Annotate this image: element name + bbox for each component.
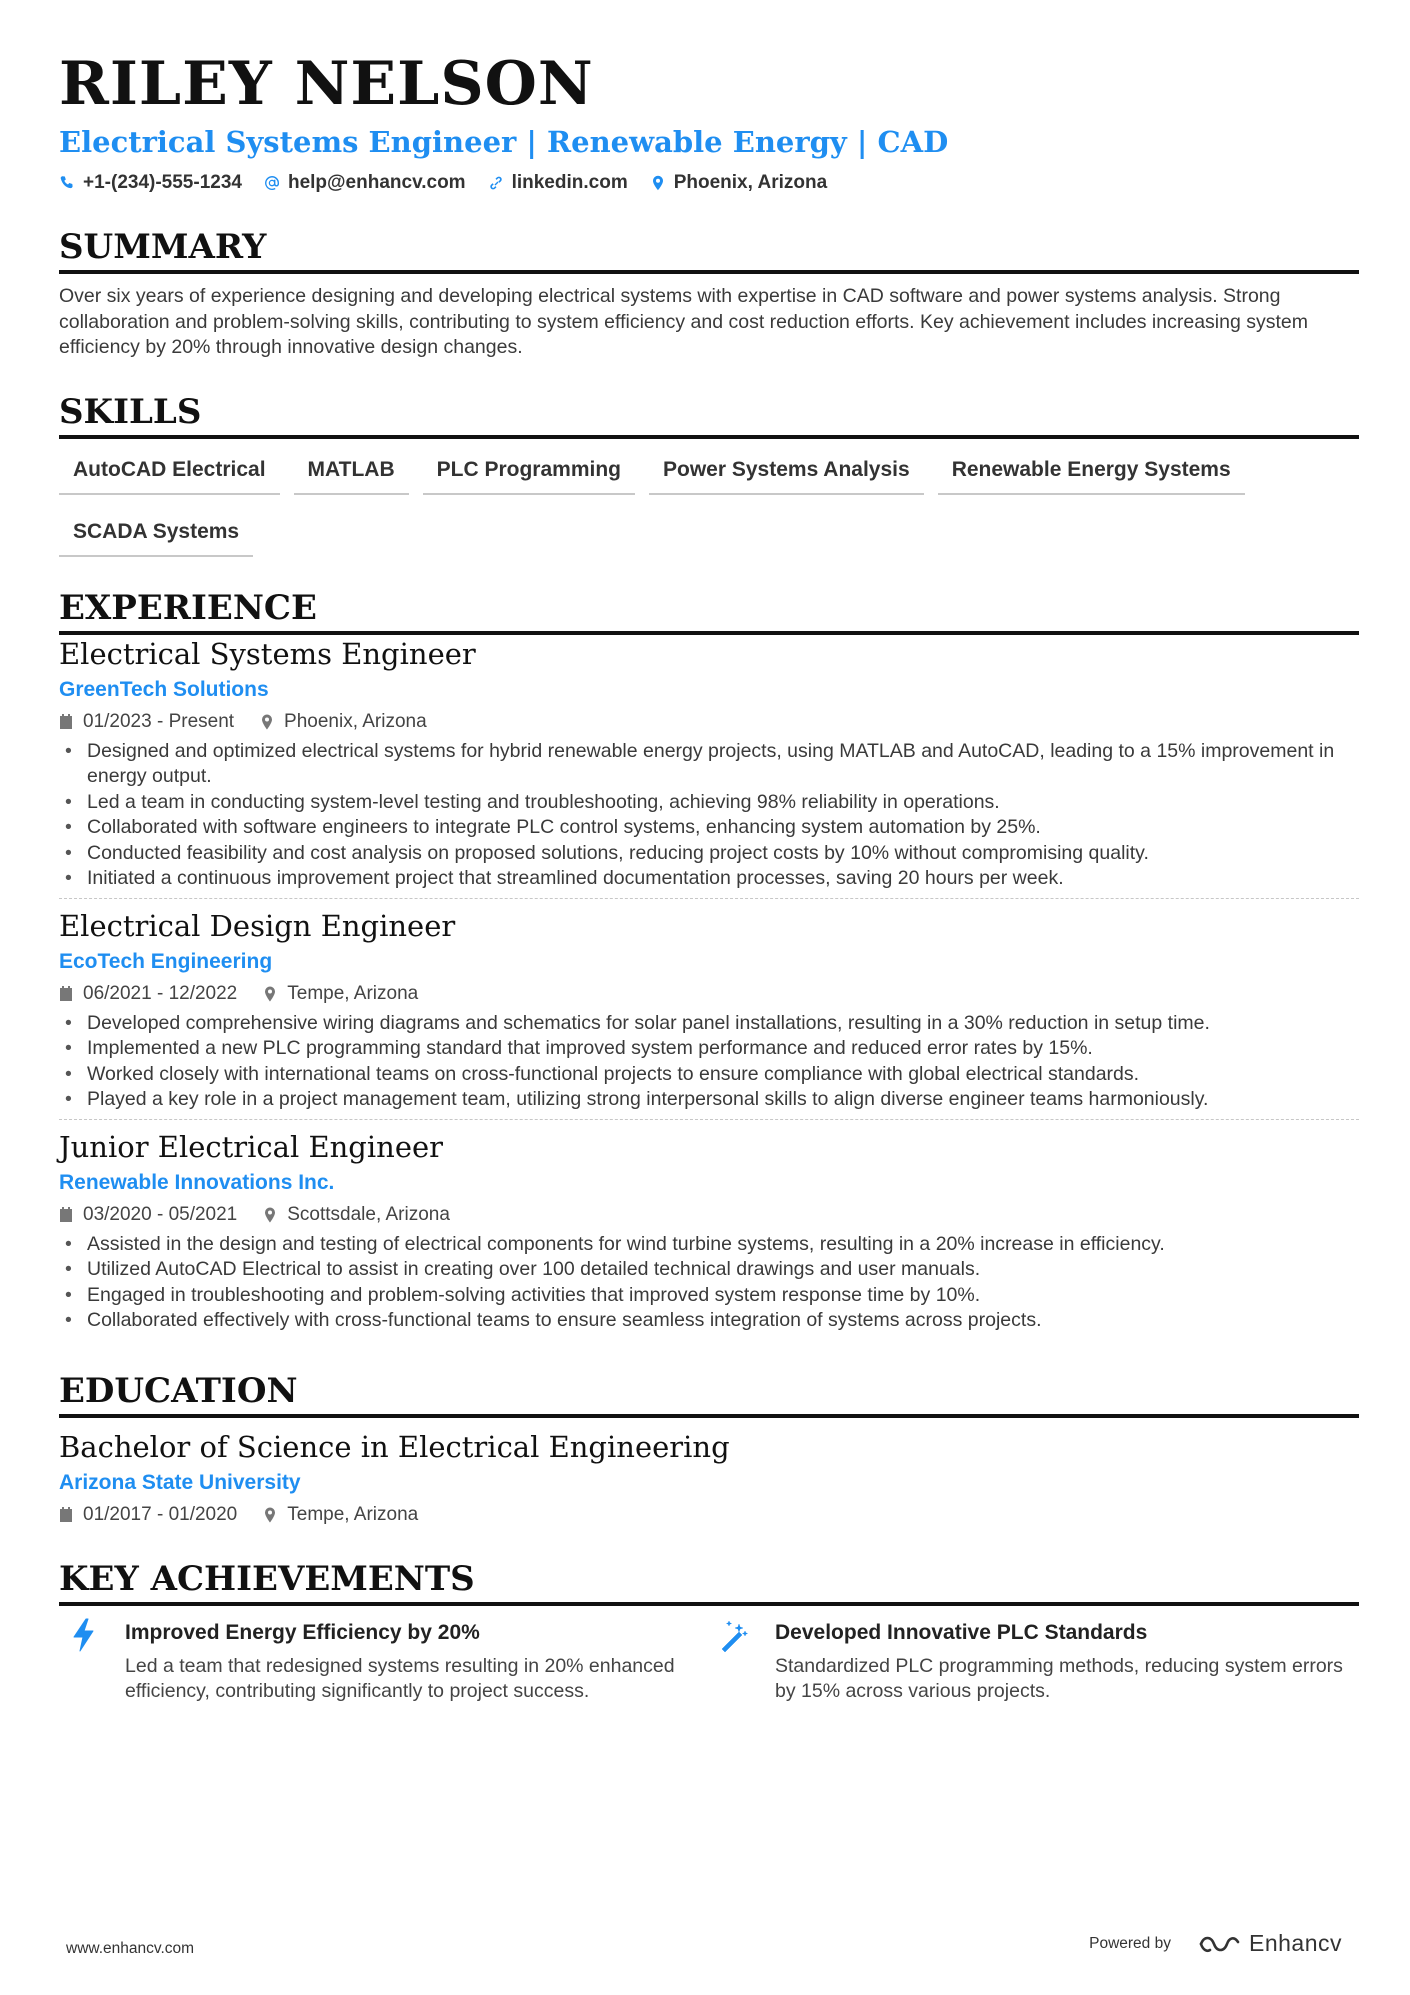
contact-phone-text: +1-(234)-555-1234 [83,172,242,193]
skill-tag: MATLAB [294,451,409,495]
achievement-description: Standardized PLC programming methods, reducing system errors by 15% across various projects. [775,1654,1343,1702]
map-pin-icon [650,175,666,191]
job-bullets [59,1232,1359,1334]
lightning-bolt-icon [69,1618,99,1652]
job-title: Electrical Systems Engineer [59,636,476,671]
job-dates: 06/2021 - 12/2022 [83,982,238,1004]
map-pin-icon [260,714,274,730]
bullet-item: • Led a team in conducting system-level testing and troubleshooting, achieving 98% reliability in operations. [59,790,1359,816]
job-entry [59,1119,1359,1340]
link-icon [488,175,504,191]
summary-text: Over six years of experience designing and developing electrical systems with expertise in CAD software and power systems analysis. Strong collaboration and problem-solving skills, contributing to system efficiency and cost reduction efforts. Key achievement includes increasing system efficiency by 20% through innovative design changes. [59,285,1308,358]
skill-tag: Renewable Energy Systems [938,451,1245,495]
map-pin-icon [263,1507,277,1523]
job-entry [59,898,1359,1119]
contact-location-text: Phoenix, Arizona [673,172,828,193]
skill-tag: SCADA Systems [59,513,253,557]
magic-wand-icon [719,1618,749,1652]
contact-location [650,170,827,196]
bullet-item: • Worked closely with international teams on cross-functional projects to ensure compliance with global electrical standards. [59,1062,1359,1088]
contact-email[interactable] [264,170,466,196]
achievements-list [59,1618,1359,1705]
contact-linkedin[interactable] [488,170,628,196]
job-location: Tempe, Arizona [287,982,419,1004]
summary-heading: SUMMARY [59,226,1359,274]
achievement-title: Improved Energy Efficiency by 20% [125,1620,480,1644]
at-sign-icon [264,175,280,191]
bullet-item: • Developed comprehensive wiring diagrams and schematics for solar panel installations, resulting in a 30% reduction in setup time. [59,1011,1359,1037]
bullet-item: • Played a key role in a project management team, utilizing strong interpersonal skills to align diverse engineer teams harmoniously. [59,1087,1359,1113]
bullet-item: • Collaborated effectively with cross-functional teams to ensure seamless integration of systems across projects. [59,1308,1359,1334]
calendar-icon [59,1507,73,1523]
job-meta [59,1202,1359,1228]
bullet-item: • Utilized AutoCAD Electrical to assist in creating over 100 detailed technical drawings and user manuals. [59,1257,1359,1283]
bullet-item: • Initiated a continuous improvement project that streamlined documentation processes, saving 20 hours per week. [59,866,1359,892]
job-dates: 03/2020 - 05/2021 [83,1203,238,1225]
school-name: Arizona State University [59,1470,301,1494]
company-name: GreenTech Solutions [59,677,269,701]
education-meta [59,1502,1359,1528]
bullet-item: • Engaged in troubleshooting and problem-solving activities that improved system response time by 10%. [59,1283,1359,1309]
job-location: Phoenix, Arizona [284,710,427,732]
achievement-item [709,1618,1359,1705]
contact-linkedin-text: linkedin.com [511,172,628,193]
bullet-item: • Designed and optimized electrical systems for hybrid renewable energy projects, using MATLAB and AutoCAD, leading to a 15% improvement in energy output. [59,739,1359,790]
achievement-title: Developed Innovative PLC Standards [775,1620,1148,1644]
experience-heading: EXPERIENCE [59,587,1359,635]
enhancv-logo[interactable] [1197,1930,1342,1957]
calendar-icon [59,986,73,1002]
achievements-heading: KEY ACHIEVEMENTS [59,1558,1359,1606]
job-bullets [59,1011,1359,1113]
bullet-item: • Implemented a new PLC programming standard that improved system performance and reduced error rates by 15%. [59,1036,1359,1062]
enhancv-logo-icon [1197,1931,1241,1957]
footer-website[interactable]: www.enhancv.com [66,1940,195,1957]
job-meta [59,709,1359,735]
job-meta [59,981,1359,1007]
candidate-name: RILEY NELSON [59,49,594,119]
resume-page [59,48,1359,1705]
job-title: Electrical Design Engineer [59,908,456,943]
map-pin-icon [263,986,277,1002]
phone-icon [59,175,75,191]
contact-phone[interactable] [59,170,242,196]
job-entry [59,635,1359,898]
bullet-item: • Collaborated with software engineers to integrate PLC control systems, enhancing system automation by 25%. [59,815,1359,841]
company-name: EcoTech Engineering [59,949,273,973]
job-location: Scottsdale, Arizona [287,1203,450,1225]
job-dates: 01/2023 - Present [83,710,235,732]
contact-email-text: help@enhancv.com [287,172,466,193]
map-pin-icon [263,1207,277,1223]
skills-heading: SKILLS [59,391,1359,439]
skills-list [59,451,1359,557]
education-heading: EDUCATION [59,1370,1359,1418]
job-title: Junior Electrical Engineer [59,1129,444,1164]
candidate-headline: Electrical Systems Engineer | Renewable Energy | CAD [59,125,949,159]
achievement-item [59,1618,709,1705]
contact-bar [59,170,1359,196]
degree-title: Bachelor of Science in Electrical Engineering [59,1429,730,1464]
footer-branding [1089,1930,1342,1957]
brand-name: Enhancv [1248,1930,1342,1956]
skill-tag: PLC Programming [423,451,635,495]
job-bullets [59,739,1359,892]
skill-tag: Power Systems Analysis [649,451,924,495]
company-name: Renewable Innovations Inc. [59,1170,335,1194]
skill-tag: AutoCAD Electrical [59,451,280,495]
achievement-description: Led a team that redesigned systems resulting in 20% enhanced efficiency, contributing significantly to project success. [125,1654,675,1702]
calendar-icon [59,1207,73,1223]
powered-by-label: Powered by [1089,1934,1171,1952]
calendar-icon [59,714,73,730]
education-location: Tempe, Arizona [287,1503,419,1525]
education-dates: 01/2017 - 01/2020 [83,1503,238,1525]
bullet-item: • Conducted feasibility and cost analysis on proposed solutions, reducing project costs by 10% without compromising quality. [59,841,1359,867]
bullet-item: • Assisted in the design and testing of electrical components for wind turbine systems, resulting in a 20% increase in efficiency. [59,1232,1359,1258]
